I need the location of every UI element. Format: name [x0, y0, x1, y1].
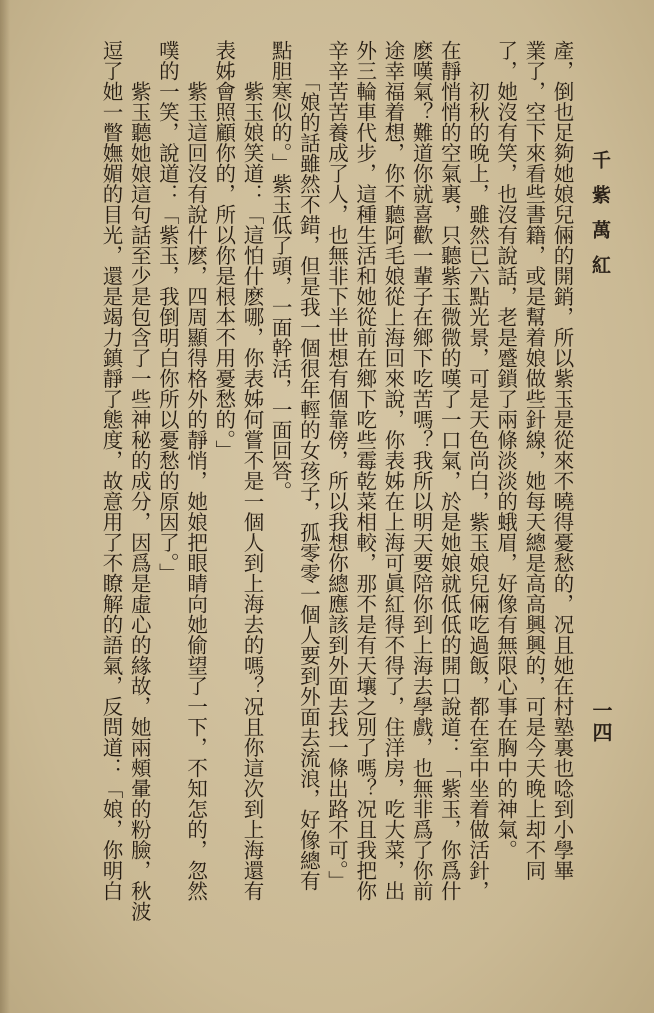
text-column: 外三輪車代步，這種生活和她從前在鄉下吃些霉乾菜相較，那不是有天壤之別了嗎？况且我把你 — [352, 40, 377, 901]
text-column: 紫玉聽她娘這句話至少是包含了一些神秘的成分，因爲是虛心的緣故，她兩頰暈的粉臉，秋波 — [127, 40, 152, 922]
text-column: 「娘的話雖然不錯，但是我一個很年輕的女孩子，孤零零一個人要到外面去流浪，好像總有 — [296, 40, 321, 891]
text-column: 了，她沒有笑，也沒有說話，老是蹙鎖了兩條淡淡的蛾眉，好像有無限心事在胸中的神氣。 — [493, 40, 518, 860]
text-column: 在靜悄悄的空氣裏，只聽紫玉微微的嘆了一口氣，於是她娘就低低的開口說道：「紫玉，你爲什 — [437, 40, 462, 901]
text-column: 辛辛苦苦養成了人，也無非下半世想有個靠傍，所以我想你總應該到外面去找一條出路不可。」 — [324, 40, 349, 891]
text-column: 表姊會照顧你的，所以你是根本不用憂愁的。」 — [211, 40, 236, 461]
body-text — [14, 40, 574, 980]
text-column: 點胆寒似的。」紫玉低了頭，一面幹活，一面回答。 — [268, 40, 293, 502]
text-column: 逗了她一瞥嫵媚的目光，還是竭力鎮靜了態度，故意用了不瞭解的語氣，反問道：「娘，你明白 — [99, 40, 123, 901]
text-column: 麽嘆氣？難道你就喜歡一輩子在鄉下吃苦嗎？我所以明天要陪你到上海去學戲，也無非爲了你前 — [409, 40, 434, 901]
text-column: 噗的一笑，說道：「紫玉，我倒明白你所以憂愁的原因了。」 — [155, 40, 180, 584]
text-column: 途幸福着想，你不聽阿毛娘從上海回來說，你表姊在上海可眞紅得不得了，住洋房，吃大菜，出 — [380, 40, 405, 901]
text-column: 紫玉娘笑道：「這怕什麽哪，你表姊何嘗不是一個人到上海去的嗎？况且你這次到上海還有 — [239, 40, 264, 901]
text-column: 紫玉這回沒有說什麽，四周顯得格外的靜悄，她娘把眼睛向她偷望了一下，不知怎的，忽然 — [183, 40, 208, 901]
page-number: 一四 — [589, 700, 613, 744]
text-column: 業了，空下來看些書籍，或是幫着娘做些針線，她每天總是高高興興的，可是今天晚上却不同 — [521, 40, 546, 881]
running-header-title: 千紫萬紅 — [589, 150, 611, 290]
text-column: 初秋的晚上，雖然已六點光景，可是天色尚白，紫玉娘兒倆吃過飯，都在室中坐着做活針， — [465, 40, 490, 901]
text-column: 產，倒也足夠她娘兒倆的開銷，所以紫玉是從來不曉得憂愁的，况且她在村塾裏也唸到小學畢 — [550, 40, 574, 881]
page-spine-shadow — [0, 0, 10, 1013]
